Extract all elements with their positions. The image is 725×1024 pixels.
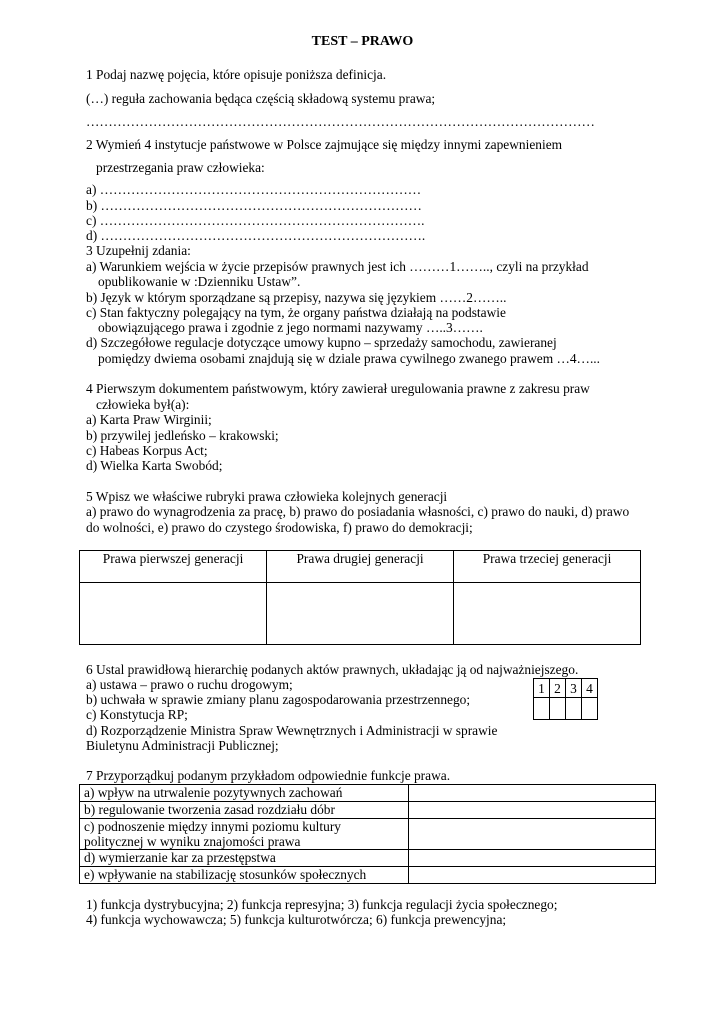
q4-option-a[interactable]: a) Karta Praw Wirginii; [86, 412, 212, 427]
q3-c-line2: obowiązującego prawa i zgodnie z jego normami nazywamy …..3……. [98, 320, 483, 335]
q6-item-d-cont: Biuletynu Administracji Publicznej; [86, 738, 279, 753]
answer-c[interactable] [409, 819, 656, 850]
q3-c-line1: c) Stan faktyczny polegający na tym, że organy państwa działają na podstawie [86, 305, 506, 320]
q2-answer-b[interactable]: b) ……………………………………………………………… [86, 198, 422, 213]
example-d: d) wymierzanie kar za przestępstwa [80, 850, 409, 867]
cell-second-generation[interactable] [267, 583, 454, 645]
hierarchy-answer-4[interactable] [582, 698, 598, 720]
q5-text: 5 Wpisz we właściwe rubryki prawa człowieka kolejnych generacji [86, 489, 448, 504]
q7-text: 7 Przyporządkuj podanym przykładom odpowiednie funkcje prawa. [86, 768, 451, 783]
q6-item-c: c) Konstytucja RP; [86, 707, 188, 722]
q6-item-a: a) ustawa – prawo o ruchu drogowym; [86, 677, 293, 692]
answer-a[interactable] [409, 785, 656, 802]
hierarchy-label-1: 1 [534, 679, 550, 698]
hierarchy-answer-2[interactable] [550, 698, 566, 720]
q1-definition: (…) reguła zachowania będąca częścią składową systemu prawa; [86, 91, 436, 106]
q2-text-line1: 2 Wymień 4 instytucje państwowe w Polsce zajmujące się między innymi zapewnieniem [86, 137, 563, 152]
hierarchy-table [533, 678, 598, 720]
example-c-line2: politycznej w wyniku znajomości prawa [84, 834, 301, 849]
example-c-line1: c) podnoszenie między innymi poziomu kultury [84, 819, 341, 834]
q6-item-b: b) uchwała w sprawie zmiany planu zagospodarowania przestrzennego; [86, 692, 471, 707]
hierarchy-label-2: 2 [550, 679, 566, 698]
functions-list-line2: 4) funkcja wychowawcza; 5) funkcja kulturotwórcza; 6) funkcja prewencyjna; [86, 912, 507, 927]
page-title: TEST – PRAWO [311, 34, 414, 49]
example-c [80, 819, 409, 850]
q4-option-b[interactable]: b) przywilej jedleńsko – krakowski; [86, 428, 279, 443]
q3-a-line2: opublikowanie w :Dzienniku Ustaw”. [98, 274, 301, 289]
header-first-generation: Prawa pierwszej generacji [80, 551, 267, 583]
q3-a-line1: a) Warunkiem wejścia w życie przepisów prawnych jest ich ………1…….., czyli na przykład [86, 259, 589, 274]
example-e: e) wpływanie na stabilizację stosunków społecznych [80, 867, 409, 884]
header-second-generation: Prawa drugiej generacji [267, 551, 454, 583]
q2-text-line2: przestrzegania praw człowieka: [96, 160, 265, 175]
hierarchy-answer-3[interactable] [566, 698, 582, 720]
q2-answer-c[interactable]: c) ………………………………………………………………. [86, 213, 425, 228]
q1-text: 1 Podaj nazwę pojęcia, które opisuje poniższa definicja. [86, 67, 387, 82]
functions-list-line1: 1) funkcja dystrybucyjna; 2) funkcja represyjna; 3) funkcja regulacji życia społecznego; [86, 897, 558, 912]
q4-option-d[interactable]: d) Wielka Karta Swobód; [86, 458, 223, 473]
q5-items-line1: a) prawo do wynagrodzenia za pracę, b) prawo do posiadania własności, c) prawo do nauki, d) prawo [86, 504, 630, 519]
q1-answer-blank[interactable]: …………………………………………………………………………………………………… [86, 114, 595, 129]
q4-option-c[interactable]: c) Habeas Korpus Act; [86, 443, 208, 458]
q4-text-line2: człowieka był(a): [96, 397, 190, 412]
q3-b: b) Język w którym sporządzane są przepisy, nazywa się językiem ……2…….. [86, 290, 507, 305]
cell-first-generation[interactable] [80, 583, 267, 645]
q2-answer-d[interactable]: d) ………………………………………………………………. [86, 228, 426, 243]
example-b: b) regulowanie tworzenia zasad rozdziału dóbr [80, 802, 409, 819]
example-a: a) wpływ na utrwalenie pozytywnych zachowań [80, 785, 409, 802]
q3-text: 3 Uzupełnij zdania: [86, 243, 191, 258]
answer-b[interactable] [409, 802, 656, 819]
answer-e[interactable] [409, 867, 656, 884]
q5-items-line2: do wolności, e) prawo do czystego środowiska, f) prawo do demokracji; [86, 520, 473, 535]
q6-text: 6 Ustal prawidłową hierarchię podanych aktów prawnych, układając ją od najważniejszego. [86, 662, 579, 677]
hierarchy-answer-1[interactable] [534, 698, 550, 720]
cell-third-generation[interactable] [454, 583, 641, 645]
hierarchy-label-4: 4 [582, 679, 598, 698]
q2-answer-a[interactable]: a) ……………………………………………………………… [86, 182, 422, 197]
q6-item-d: d) Rozporządzenie Ministra Spraw Wewnętrznych i Administracji w sprawie [86, 723, 498, 738]
header-third-generation: Prawa trzeciej generacji [454, 551, 641, 583]
generations-table [79, 550, 641, 645]
answer-d[interactable] [409, 850, 656, 867]
functions-table [79, 784, 656, 884]
hierarchy-label-3: 3 [566, 679, 582, 698]
q3-d-line1: d) Szczegółowe regulacje dotyczące umowy kupno – sprzedaży samochodu, zawieranej [86, 335, 557, 350]
q4-text-line1: 4 Pierwszym dokumentem państwowym, który zawierał uregulowania prawne z zakresu praw [86, 381, 590, 396]
q3-d-line2: pomiędzy dwiema osobami znajdują się w dziale prawa cywilnego zwanego prawem …4…... [98, 351, 600, 366]
